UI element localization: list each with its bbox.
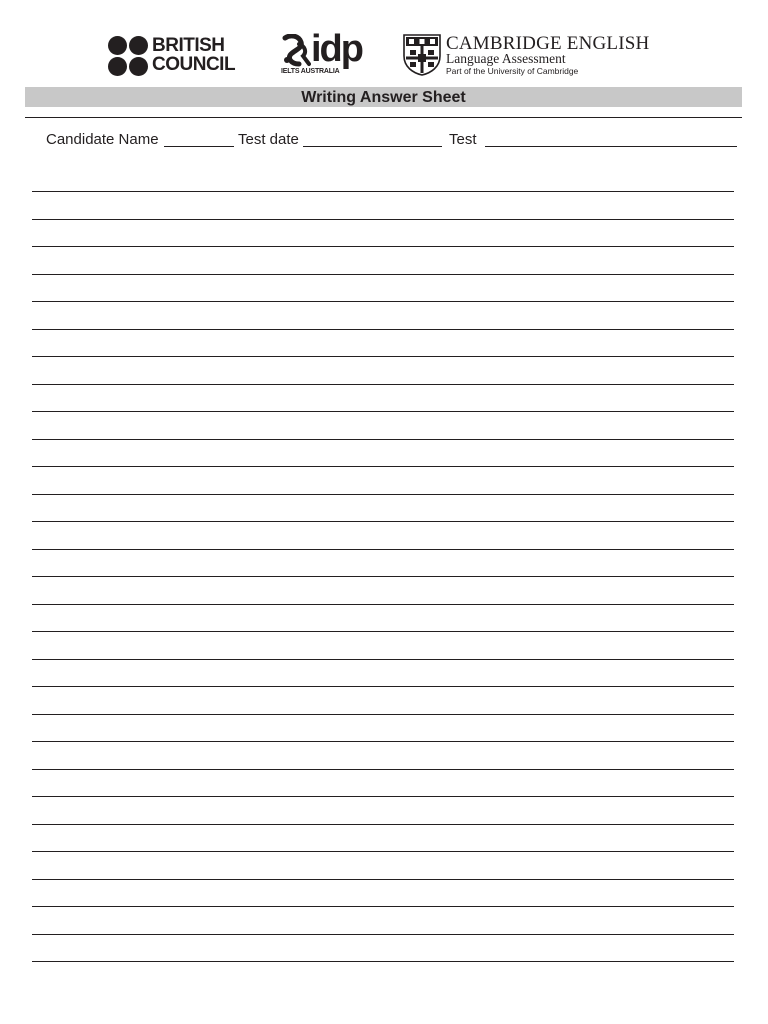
idp-subtitle: IELTS AUSTRALIA [281, 68, 340, 75]
answer-line[interactable] [32, 934, 734, 935]
answer-line[interactable] [32, 714, 734, 715]
answer-line[interactable] [32, 411, 734, 412]
answer-line[interactable] [32, 576, 734, 577]
answer-line[interactable] [32, 384, 734, 385]
cambridge-shield-icon [403, 34, 441, 76]
answer-line[interactable] [32, 274, 734, 275]
answer-line[interactable] [32, 796, 734, 797]
british-council-wordmark: BRITISH COUNCIL [152, 35, 236, 75]
cambridge-title: CAMBRIDGE ENGLISH [446, 33, 650, 54]
cambridge-subtitle: Language Assessment [446, 51, 566, 66]
british-council-logo [108, 36, 248, 76]
test-date-label: Test date [238, 131, 299, 148]
answer-line[interactable] [32, 219, 734, 220]
answer-line[interactable] [32, 466, 734, 467]
test-label: Test [449, 131, 477, 148]
cambridge-part-of: Part of the University of Cambridge [446, 66, 579, 76]
candidate-name-blank[interactable] [164, 146, 234, 147]
idp-logo [281, 28, 373, 78]
answer-line[interactable] [32, 439, 734, 440]
cambridge-english-logo [403, 34, 668, 78]
answer-line[interactable] [32, 301, 734, 302]
page-title: Writing Answer Sheet [301, 89, 466, 106]
answer-line[interactable] [32, 604, 734, 605]
answer-line[interactable] [32, 329, 734, 330]
british-council-dots-icon [108, 36, 148, 76]
candidate-name-label: Candidate Name [46, 131, 159, 148]
answer-line[interactable] [32, 659, 734, 660]
header-divider [25, 117, 742, 118]
idp-emblem-icon [281, 34, 311, 68]
answer-line[interactable] [32, 769, 734, 770]
answer-line[interactable] [32, 494, 734, 495]
answer-line[interactable] [32, 824, 734, 825]
answer-line[interactable] [32, 631, 734, 632]
answer-line[interactable] [32, 246, 734, 247]
answer-line[interactable] [32, 356, 734, 357]
title-bar [25, 87, 742, 107]
answer-line[interactable] [32, 879, 734, 880]
answer-line[interactable] [32, 191, 734, 192]
logo-bar [0, 0, 768, 90]
answer-line[interactable] [32, 906, 734, 907]
answer-line[interactable] [32, 741, 734, 742]
answer-line[interactable] [32, 686, 734, 687]
answer-line[interactable] [32, 521, 734, 522]
test-blank[interactable] [485, 146, 737, 147]
answer-line[interactable] [32, 961, 734, 962]
answer-line[interactable] [32, 549, 734, 550]
answer-line[interactable] [32, 851, 734, 852]
test-date-blank[interactable] [303, 146, 442, 147]
idp-wordmark: idp [311, 28, 362, 70]
